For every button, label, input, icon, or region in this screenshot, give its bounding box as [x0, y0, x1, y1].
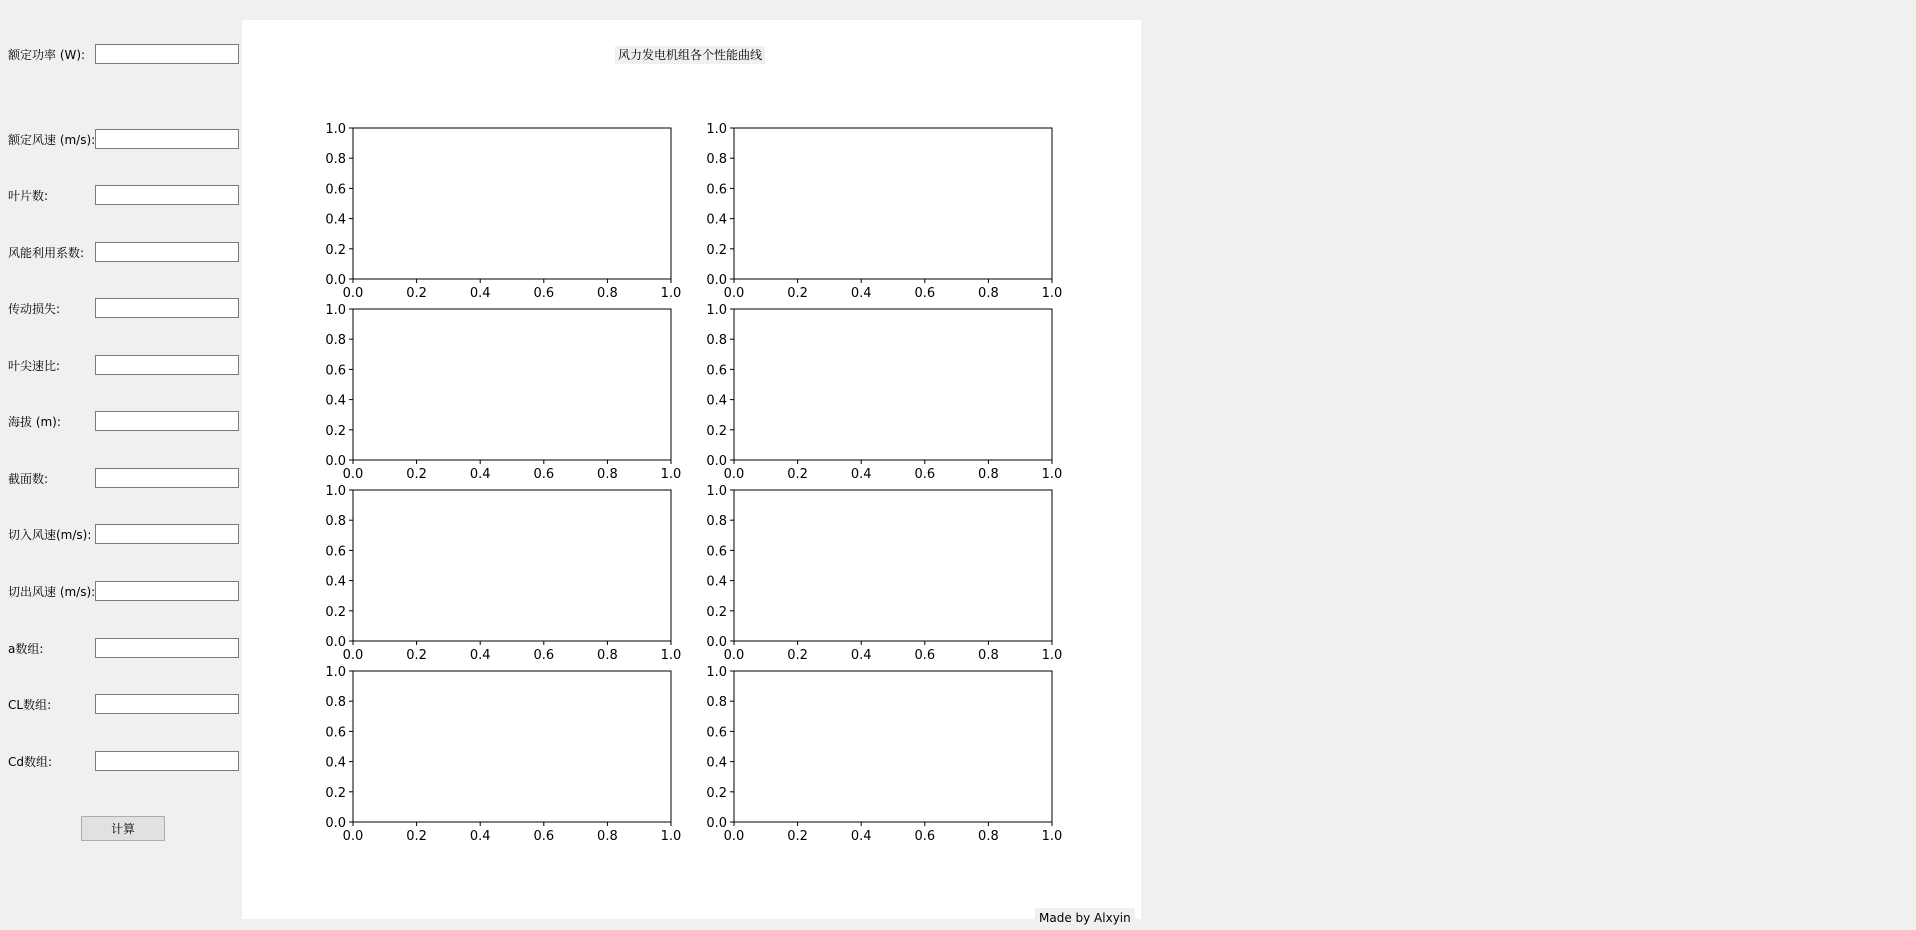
tip-speed-ratio-label: 叶尖速比:: [8, 359, 61, 373]
cut-out-speed-label: 切出风速 (m/s):: [8, 585, 96, 599]
x-tick-label: 0.8: [597, 467, 618, 482]
x-tick-label: 0.0: [342, 286, 364, 301]
x-tick-label: 1.0: [660, 286, 682, 301]
y-tick-label: 0.6: [706, 544, 727, 560]
x-tick-label: 1.0: [1041, 467, 1063, 482]
y-tick-label: 0.2: [706, 604, 727, 620]
x-tick-label: 0.6: [533, 467, 555, 482]
x-tick-label: 0.0: [342, 829, 364, 844]
y-tick-label: 0.6: [325, 363, 346, 379]
y-tick-label: 0.6: [706, 182, 727, 198]
cl-array-label: CL数组:: [8, 698, 52, 712]
x-tick-label: 0.6: [914, 467, 936, 482]
y-tick-label: 0.8: [706, 514, 727, 530]
subplot-axes-frame: [734, 309, 1052, 460]
x-tick-label: 0.4: [850, 648, 872, 663]
y-tick-label: 0.6: [706, 725, 727, 741]
y-tick-label: 0.8: [706, 695, 727, 711]
x-tick-label: 0.8: [978, 648, 999, 663]
y-tick-label: 0.6: [325, 182, 346, 198]
figure-title: 风力发电机组各个性能曲线: [615, 46, 765, 64]
power-coefficient-label: 风能利用系数:: [8, 246, 85, 260]
y-tick-label: 1.0: [706, 484, 727, 499]
y-tick-label: 1.0: [706, 122, 727, 137]
y-tick-label: 0.2: [706, 785, 727, 801]
section-count-label: 截面数:: [8, 472, 49, 486]
x-tick-label: 0.6: [914, 829, 936, 844]
x-tick-label: 0.2: [406, 286, 427, 301]
y-tick-label: 0.4: [325, 212, 346, 228]
y-tick-label: 0.4: [325, 574, 346, 590]
x-tick-label: 1.0: [660, 467, 682, 482]
y-tick-label: 0.0: [325, 454, 346, 469]
y-tick-label: 0.8: [325, 152, 346, 168]
blade-count-label: 叶片数:: [8, 189, 49, 203]
x-tick-label: 0.2: [406, 648, 427, 663]
y-tick-label: 1.0: [706, 665, 727, 680]
y-tick-label: 0.4: [706, 574, 727, 590]
y-tick-label: 0.0: [706, 635, 727, 650]
x-tick-label: 0.6: [914, 286, 936, 301]
calculate-button[interactable]: 计算: [81, 816, 165, 841]
rated-wind-speed-label: 额定风速 (m/s):: [8, 133, 96, 147]
x-tick-label: 0.0: [342, 467, 364, 482]
x-tick-label: 0.0: [723, 829, 745, 844]
x-tick-label: 0.4: [469, 829, 491, 844]
subplot-axes-frame: [734, 490, 1052, 641]
x-tick-label: 0.0: [723, 648, 745, 663]
x-tick-label: 0.8: [597, 286, 618, 301]
y-tick-label: 0.0: [706, 454, 727, 469]
subplot-axes-frame: [353, 309, 671, 460]
subplot-axes-frame: [353, 490, 671, 641]
subplot-8: [706, 665, 1062, 844]
x-tick-label: 0.8: [597, 829, 618, 844]
y-tick-label: 0.8: [706, 333, 727, 349]
transmission-loss-label: 传动损失:: [8, 302, 61, 316]
y-tick-label: 0.6: [325, 544, 346, 560]
x-tick-label: 0.6: [533, 648, 555, 663]
subplot-2: [706, 122, 1062, 301]
y-tick-label: 0.6: [325, 725, 346, 741]
x-tick-label: 0.2: [787, 829, 808, 844]
subplot-5: [325, 484, 681, 663]
x-tick-label: 1.0: [660, 829, 682, 844]
y-tick-label: 0.4: [325, 393, 346, 409]
y-tick-label: 0.0: [325, 816, 346, 831]
credit-label: Made by Alxyin: [1035, 908, 1135, 928]
y-tick-label: 0.4: [706, 212, 727, 228]
x-tick-label: 0.0: [342, 648, 364, 663]
subplot-6: [706, 484, 1062, 663]
y-tick-label: 0.6: [706, 363, 727, 379]
y-tick-label: 1.0: [325, 303, 346, 318]
x-tick-label: 0.2: [406, 829, 427, 844]
subplot-axes-frame: [353, 128, 671, 279]
y-tick-label: 0.0: [706, 273, 727, 288]
y-tick-label: 0.2: [325, 785, 346, 801]
subplot-4: [706, 303, 1062, 482]
x-tick-label: 0.2: [787, 286, 808, 301]
subplot-1: [325, 122, 681, 301]
x-tick-label: 0.8: [597, 648, 618, 663]
x-tick-label: 0.4: [469, 467, 491, 482]
y-tick-label: 0.0: [325, 635, 346, 650]
x-tick-label: 0.4: [850, 467, 872, 482]
y-tick-label: 0.0: [325, 273, 346, 288]
y-tick-label: 0.8: [325, 514, 346, 530]
y-tick-label: 0.8: [325, 695, 346, 711]
subplot-3: [325, 303, 681, 482]
y-tick-label: 0.4: [706, 755, 727, 771]
x-tick-label: 0.2: [787, 467, 808, 482]
y-tick-label: 1.0: [325, 122, 346, 137]
x-tick-label: 1.0: [1041, 286, 1063, 301]
x-tick-label: 0.4: [850, 829, 872, 844]
x-tick-label: 0.4: [850, 286, 872, 301]
x-tick-label: 0.8: [978, 829, 999, 844]
x-tick-label: 0.6: [914, 648, 936, 663]
y-tick-label: 0.2: [325, 604, 346, 620]
y-tick-label: 0.2: [325, 423, 346, 439]
subplot-7: [325, 665, 681, 844]
y-tick-label: 0.8: [706, 152, 727, 168]
subplot-axes-frame: [734, 671, 1052, 822]
subplot-axes-frame: [734, 128, 1052, 279]
x-tick-label: 1.0: [1041, 829, 1063, 844]
y-tick-label: 1.0: [706, 303, 727, 318]
y-tick-label: 1.0: [325, 484, 346, 499]
cut-in-speed-label: 切入风速(m/s):: [8, 528, 92, 542]
y-tick-label: 1.0: [325, 665, 346, 680]
x-tick-label: 0.8: [978, 286, 999, 301]
altitude-label: 海拔 (m):: [8, 415, 61, 429]
y-tick-label: 0.4: [706, 393, 727, 409]
a-array-label: a数组:: [8, 642, 44, 656]
x-tick-label: 0.2: [406, 467, 427, 482]
cd-array-label: Cd数组:: [8, 755, 53, 769]
x-tick-label: 1.0: [660, 648, 682, 663]
y-tick-label: 0.8: [325, 333, 346, 349]
x-tick-label: 0.2: [787, 648, 808, 663]
y-tick-label: 0.0: [706, 816, 727, 831]
x-tick-label: 0.4: [469, 648, 491, 663]
x-tick-label: 0.0: [723, 286, 745, 301]
rated-power-label: 额定功率 (W):: [8, 48, 86, 62]
y-tick-label: 0.2: [325, 242, 346, 258]
x-tick-label: 1.0: [1041, 648, 1063, 663]
x-tick-label: 0.6: [533, 286, 555, 301]
x-tick-label: 0.6: [533, 829, 555, 844]
y-tick-label: 0.4: [325, 755, 346, 771]
y-tick-label: 0.2: [706, 423, 727, 439]
x-tick-label: 0.8: [978, 467, 999, 482]
subplot-axes-frame: [353, 671, 671, 822]
x-tick-label: 0.4: [469, 286, 491, 301]
y-tick-label: 0.2: [706, 242, 727, 258]
x-tick-label: 0.0: [723, 467, 745, 482]
